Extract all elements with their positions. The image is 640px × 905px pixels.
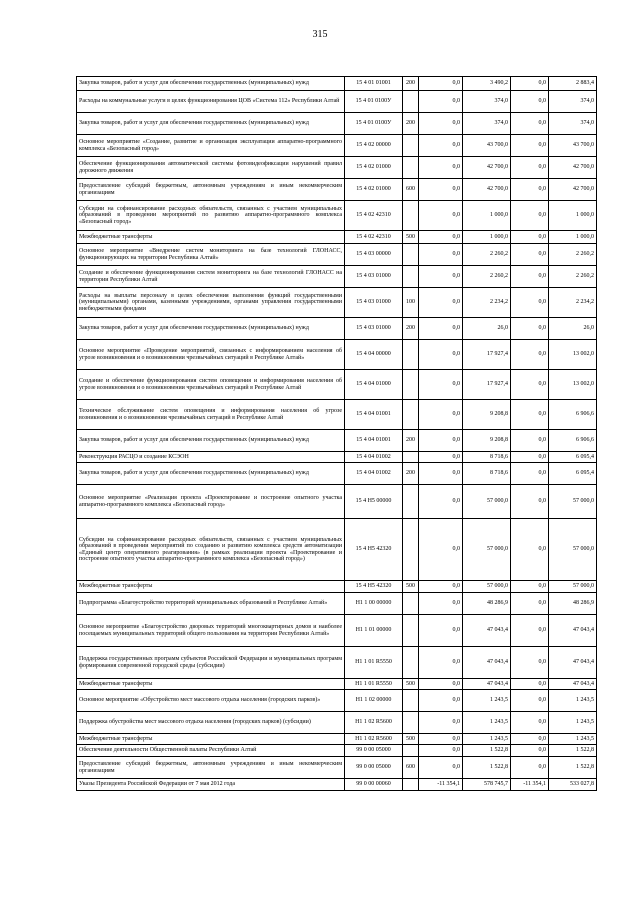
row-value-1: 0,0 bbox=[419, 430, 463, 452]
row-value-1: 0,0 bbox=[419, 157, 463, 179]
row-value-1: 0,0 bbox=[419, 712, 463, 734]
row-value-1: 0,0 bbox=[419, 179, 463, 201]
row-name: Предоставление субсидий бюджетным, автономным учреждениям и иным некоммерческим организациям bbox=[77, 179, 345, 201]
row-value-3: 0,0 bbox=[511, 734, 549, 745]
row-value-4: 43 700,0 bbox=[549, 135, 597, 157]
table-row bbox=[77, 157, 597, 179]
table-row bbox=[77, 581, 597, 593]
row-type bbox=[403, 201, 419, 231]
row-value-1: 0,0 bbox=[419, 370, 463, 400]
row-value-1: 0,0 bbox=[419, 679, 463, 690]
row-value-1: 0,0 bbox=[419, 519, 463, 581]
row-value-3: 0,0 bbox=[511, 157, 549, 179]
row-value-4: 6 906,6 bbox=[549, 430, 597, 452]
table-row bbox=[77, 288, 597, 318]
row-name: Межбюджетные трансферты bbox=[77, 231, 345, 244]
row-value-3: -11 354,1 bbox=[511, 779, 549, 791]
row-value-2: 17 927,4 bbox=[463, 370, 511, 400]
row-code: 15 4 H5 00000 bbox=[345, 485, 403, 519]
row-code: 15 4 01 0100У bbox=[345, 113, 403, 135]
row-value-3: 0,0 bbox=[511, 519, 549, 581]
row-value-2: 57 000,0 bbox=[463, 581, 511, 593]
row-value-1: 0,0 bbox=[419, 113, 463, 135]
table-row bbox=[77, 77, 597, 91]
row-code: 15 4 04 01000 bbox=[345, 370, 403, 400]
row-value-2: 2 234,2 bbox=[463, 288, 511, 318]
row-value-2: 2 260,2 bbox=[463, 244, 511, 266]
row-name: Техническое обслуживание систем оповещения и информирования населения об угрозе возникновения и о возникновении чрезвычайных ситуаций в Республике Алтай bbox=[77, 400, 345, 430]
table-row bbox=[77, 244, 597, 266]
row-name: Поддержка государственных программ субъектов Российской Федерации и муниципальных программ формирования современной городской среды (субсидии) bbox=[77, 647, 345, 679]
row-value-1: 0,0 bbox=[419, 647, 463, 679]
row-type bbox=[403, 485, 419, 519]
row-value-2: 17 927,4 bbox=[463, 340, 511, 370]
row-value-3: 0,0 bbox=[511, 593, 549, 615]
row-code: 15 4 04 01001 bbox=[345, 400, 403, 430]
table-row bbox=[77, 318, 597, 340]
row-name: Создание и обеспечение функционирования систем мониторинга на базе технологий ГЛОНАСС на территории Республики Алтай bbox=[77, 266, 345, 288]
row-type bbox=[403, 712, 419, 734]
table-row bbox=[77, 519, 597, 581]
row-value-4: 42 700,0 bbox=[549, 179, 597, 201]
row-value-3: 0,0 bbox=[511, 745, 549, 757]
row-value-3: 0,0 bbox=[511, 712, 549, 734]
row-value-4: 2 883,4 bbox=[549, 77, 597, 91]
row-value-2: 1 522,8 bbox=[463, 745, 511, 757]
table-row bbox=[77, 745, 597, 757]
row-value-4: 2 260,2 bbox=[549, 266, 597, 288]
table-row bbox=[77, 201, 597, 231]
row-value-4: 533 027,8 bbox=[549, 779, 597, 791]
row-code: H1 1 02 R5600 bbox=[345, 712, 403, 734]
row-value-2: 2 260,2 bbox=[463, 266, 511, 288]
row-type bbox=[403, 690, 419, 712]
row-value-1: 0,0 bbox=[419, 400, 463, 430]
row-value-1: 0,0 bbox=[419, 340, 463, 370]
row-name: Обеспечение функционирования автоматической системы фотовидеофиксации нарушений правил дорожного движения bbox=[77, 157, 345, 179]
row-value-2: 1 522,8 bbox=[463, 757, 511, 779]
row-value-4: 374,0 bbox=[549, 91, 597, 113]
row-value-4: 47 043,4 bbox=[549, 647, 597, 679]
row-code: 15 4 01 01001 bbox=[345, 77, 403, 91]
row-value-1: 0,0 bbox=[419, 231, 463, 244]
row-type: 100 bbox=[403, 288, 419, 318]
row-value-3: 0,0 bbox=[511, 266, 549, 288]
row-value-3: 0,0 bbox=[511, 318, 549, 340]
row-type: 200 bbox=[403, 318, 419, 340]
row-type: 500 bbox=[403, 679, 419, 690]
row-value-3: 0,0 bbox=[511, 77, 549, 91]
table-row bbox=[77, 340, 597, 370]
row-type: 500 bbox=[403, 581, 419, 593]
row-value-4: 6 095,4 bbox=[549, 452, 597, 463]
table-row bbox=[77, 452, 597, 463]
row-value-3: 0,0 bbox=[511, 135, 549, 157]
row-value-3: 0,0 bbox=[511, 679, 549, 690]
row-value-4: 2 234,2 bbox=[549, 288, 597, 318]
table-row bbox=[77, 679, 597, 690]
row-value-2: 9 208,8 bbox=[463, 430, 511, 452]
row-value-3: 0,0 bbox=[511, 581, 549, 593]
row-value-4: 47 043,4 bbox=[549, 615, 597, 647]
row-code: 15 4 02 01000 bbox=[345, 179, 403, 201]
row-name: Основное мероприятие «Создание, развитие и организация эксплуатации аппаратно-программного комплекса «Безопасный город» bbox=[77, 135, 345, 157]
row-value-4: 1 000,0 bbox=[549, 201, 597, 231]
row-value-3: 0,0 bbox=[511, 452, 549, 463]
row-code: 15 4 H5 42320 bbox=[345, 519, 403, 581]
row-value-4: 6 095,4 bbox=[549, 463, 597, 485]
row-code: 15 4 02 42310 bbox=[345, 231, 403, 244]
row-value-3: 0,0 bbox=[511, 463, 549, 485]
row-code: 15 4 03 01000 bbox=[345, 288, 403, 318]
row-value-2: 9 208,8 bbox=[463, 400, 511, 430]
row-code: H1 1 02 00000 bbox=[345, 690, 403, 712]
row-value-1: 0,0 bbox=[419, 745, 463, 757]
table-row bbox=[77, 231, 597, 244]
row-name: Основное мероприятие «Проведение мероприятий, связанных с информированием населения об угрозе возникновения и о возникновении чрезвычайных ситуаций в Республике Алтай» bbox=[77, 340, 345, 370]
row-value-4: 13 002,0 bbox=[549, 370, 597, 400]
row-value-1: 0,0 bbox=[419, 266, 463, 288]
row-value-2: 42 700,0 bbox=[463, 157, 511, 179]
row-type: 500 bbox=[403, 734, 419, 745]
row-type bbox=[403, 157, 419, 179]
row-type bbox=[403, 519, 419, 581]
row-value-3: 0,0 bbox=[511, 400, 549, 430]
row-value-4: 2 260,2 bbox=[549, 244, 597, 266]
row-value-2: 48 286,9 bbox=[463, 593, 511, 615]
row-value-2: 8 718,6 bbox=[463, 463, 511, 485]
row-value-4: 13 002,0 bbox=[549, 340, 597, 370]
row-value-3: 0,0 bbox=[511, 757, 549, 779]
row-name: Закупка товаров, работ и услуг для обеспечения государственных (муниципальных) нужд bbox=[77, 318, 345, 340]
row-value-1: 0,0 bbox=[419, 135, 463, 157]
row-value-1: 0,0 bbox=[419, 91, 463, 113]
budget-table bbox=[76, 76, 597, 791]
row-value-2: 578 745,7 bbox=[463, 779, 511, 791]
row-name: Основное мероприятие «Реализация проекта «Проектирование и построение опытного участка аппаратно-программного комплекса «Безопасный город» bbox=[77, 485, 345, 519]
row-value-4: 6 906,6 bbox=[549, 400, 597, 430]
row-type bbox=[403, 647, 419, 679]
row-type: 200 bbox=[403, 113, 419, 135]
table-row bbox=[77, 400, 597, 430]
row-value-1: 0,0 bbox=[419, 201, 463, 231]
row-name: Закупка товаров, работ и услуг для обеспечения государственных (муниципальных) нужд bbox=[77, 463, 345, 485]
row-value-2: 374,0 bbox=[463, 91, 511, 113]
row-value-2: 374,0 bbox=[463, 113, 511, 135]
row-value-3: 0,0 bbox=[511, 244, 549, 266]
row-code: 15 4 02 00000 bbox=[345, 135, 403, 157]
row-type: 600 bbox=[403, 179, 419, 201]
row-value-3: 0,0 bbox=[511, 113, 549, 135]
row-name: Создание и обеспечение функционирования систем оповещения и информирования населения об угрозе возникновения и о возникновении чрезвычайных ситуаций в Республике Алтай bbox=[77, 370, 345, 400]
row-value-4: 47 043,4 bbox=[549, 679, 597, 690]
row-value-2: 1 243,5 bbox=[463, 734, 511, 745]
row-value-1: 0,0 bbox=[419, 593, 463, 615]
row-code: 15 4 H5 42320 bbox=[345, 581, 403, 593]
row-type: 200 bbox=[403, 430, 419, 452]
row-name: Закупка товаров, работ и услуг для обеспечения государственных (муниципальных) нужд bbox=[77, 113, 345, 135]
row-value-4: 57 000,0 bbox=[549, 581, 597, 593]
row-value-2: 8 718,6 bbox=[463, 452, 511, 463]
row-code: 15 4 03 01000 bbox=[345, 266, 403, 288]
row-name: Предоставление субсидий бюджетным, автономным учреждениям и иным некоммерческим организациям bbox=[77, 757, 345, 779]
row-type bbox=[403, 452, 419, 463]
row-value-4: 1 243,5 bbox=[549, 712, 597, 734]
table-row bbox=[77, 690, 597, 712]
row-value-2: 1 243,5 bbox=[463, 690, 511, 712]
row-name: Поддержка обустройства мест массового отдыха населения (городских парков) (субсидии) bbox=[77, 712, 345, 734]
row-value-3: 0,0 bbox=[511, 647, 549, 679]
row-value-1: 0,0 bbox=[419, 288, 463, 318]
row-value-1: 0,0 bbox=[419, 581, 463, 593]
row-code: 15 4 04 01002 bbox=[345, 463, 403, 485]
row-name: Закупка товаров, работ и услуг для обеспечения государственных (муниципальных) нужд bbox=[77, 430, 345, 452]
table-row bbox=[77, 113, 597, 135]
row-name: Основное мероприятие «Обустройство мест массового отдыха населения (городских парков)» bbox=[77, 690, 345, 712]
row-code: 15 4 02 42310 bbox=[345, 201, 403, 231]
row-code: 15 4 04 01002 bbox=[345, 452, 403, 463]
row-code: 15 4 01 0100У bbox=[345, 91, 403, 113]
row-type bbox=[403, 400, 419, 430]
row-name: Межбюджетные трансферты bbox=[77, 734, 345, 745]
row-value-4: 57 000,0 bbox=[549, 485, 597, 519]
row-value-4: 48 286,9 bbox=[549, 593, 597, 615]
row-value-4: 1 522,8 bbox=[549, 757, 597, 779]
row-value-1: 0,0 bbox=[419, 485, 463, 519]
row-value-2: 47 043,4 bbox=[463, 679, 511, 690]
row-value-2: 57 000,0 bbox=[463, 485, 511, 519]
table-row bbox=[77, 485, 597, 519]
table-row bbox=[77, 135, 597, 157]
row-value-1: 0,0 bbox=[419, 757, 463, 779]
row-code: 99 0 00 05000 bbox=[345, 745, 403, 757]
row-name: Реконструкция РАСЦО и создание КСЭОН bbox=[77, 452, 345, 463]
row-type bbox=[403, 745, 419, 757]
row-value-2: 43 700,0 bbox=[463, 135, 511, 157]
row-name: Межбюджетные трансферты bbox=[77, 679, 345, 690]
row-value-3: 0,0 bbox=[511, 201, 549, 231]
table-row bbox=[77, 615, 597, 647]
row-value-4: 57 000,0 bbox=[549, 519, 597, 581]
row-name: Субсидии на софинансирование расходных обязательств, связанных с участием муниципальных образований в проведении мероприятий по развитию аппаратно-программного комплекса «Безопасный город» bbox=[77, 201, 345, 231]
row-value-2: 42 700,0 bbox=[463, 179, 511, 201]
row-value-4: 1 000,0 bbox=[549, 231, 597, 244]
row-code: 15 4 04 00000 bbox=[345, 340, 403, 370]
row-value-2: 1 000,0 bbox=[463, 231, 511, 244]
row-name: Указы Президента Российской Федерации от 7 мая 2012 года bbox=[77, 779, 345, 791]
row-code: 99 0 00 00060 bbox=[345, 779, 403, 791]
row-value-1: -11 354,1 bbox=[419, 779, 463, 791]
row-type: 500 bbox=[403, 231, 419, 244]
row-value-2: 26,0 bbox=[463, 318, 511, 340]
row-type bbox=[403, 593, 419, 615]
row-code: 99 0 00 05000 bbox=[345, 757, 403, 779]
row-name: Закупка товаров, работ и услуг для обеспечения государственных (муниципальных) нужд bbox=[77, 77, 345, 91]
row-value-2: 1 000,0 bbox=[463, 201, 511, 231]
table-row bbox=[77, 266, 597, 288]
row-value-1: 0,0 bbox=[419, 463, 463, 485]
row-name: Обеспечение деятельности Общественной палаты Республики Алтай bbox=[77, 745, 345, 757]
row-value-2: 47 043,4 bbox=[463, 647, 511, 679]
row-name: Межбюджетные трансферты bbox=[77, 581, 345, 593]
row-value-2: 47 043,4 bbox=[463, 615, 511, 647]
row-value-4: 1 522,8 bbox=[549, 745, 597, 757]
row-value-3: 0,0 bbox=[511, 430, 549, 452]
row-type bbox=[403, 340, 419, 370]
table-row bbox=[77, 179, 597, 201]
row-code: H1 1 02 R5600 bbox=[345, 734, 403, 745]
row-type bbox=[403, 615, 419, 647]
row-name: Расходы на выплаты персоналу в целях обеспечения выполнения функций государственными (муниципальными) органами, казенными учреждениями, органами управления государственными внебюджетными фондами bbox=[77, 288, 345, 318]
row-name: Основное мероприятие «Внедрение систем мониторинга на базе технологий ГЛОНАСС, функционирующих на территории Республика Алтай» bbox=[77, 244, 345, 266]
table-row bbox=[77, 91, 597, 113]
row-code: 15 4 02 01000 bbox=[345, 157, 403, 179]
row-type: 200 bbox=[403, 463, 419, 485]
row-value-1: 0,0 bbox=[419, 318, 463, 340]
row-type bbox=[403, 91, 419, 113]
row-value-1: 0,0 bbox=[419, 452, 463, 463]
row-type bbox=[403, 244, 419, 266]
page-number: 315 bbox=[312, 29, 328, 40]
row-value-3: 0,0 bbox=[511, 179, 549, 201]
row-value-2: 3 490,2 bbox=[463, 77, 511, 91]
row-value-2: 1 243,5 bbox=[463, 712, 511, 734]
row-code: H1 1 01 00000 bbox=[345, 615, 403, 647]
row-type bbox=[403, 135, 419, 157]
row-name: Субсидии на софинансирование расходных обязательств, связанных с участием муниципальных образований в проведении мероприятий по созданию и развитию комплекса средств автоматизации «Единый центр оперативного реагирования» (в рамках реализации проекта «Проектирование и построение опытного участка аппаратно-программного комплекса «Безопасный город») bbox=[77, 519, 345, 581]
table-row bbox=[77, 370, 597, 400]
row-value-3: 0,0 bbox=[511, 690, 549, 712]
table-body bbox=[77, 77, 597, 791]
row-value-3: 0,0 bbox=[511, 485, 549, 519]
row-value-4: 26,0 bbox=[549, 318, 597, 340]
row-value-1: 0,0 bbox=[419, 244, 463, 266]
table-row bbox=[77, 779, 597, 791]
row-code: 15 4 04 01001 bbox=[345, 430, 403, 452]
row-value-3: 0,0 bbox=[511, 288, 549, 318]
row-value-3: 0,0 bbox=[511, 615, 549, 647]
table-row bbox=[77, 734, 597, 745]
row-value-1: 0,0 bbox=[419, 690, 463, 712]
row-value-1: 0,0 bbox=[419, 734, 463, 745]
table-row bbox=[77, 593, 597, 615]
row-type: 200 bbox=[403, 77, 419, 91]
row-code: 15 4 03 00000 bbox=[345, 244, 403, 266]
row-code: H1 1 01 R5550 bbox=[345, 647, 403, 679]
row-code: H1 1 00 00000 bbox=[345, 593, 403, 615]
row-type bbox=[403, 266, 419, 288]
table-row bbox=[77, 647, 597, 679]
row-value-1: 0,0 bbox=[419, 77, 463, 91]
row-value-3: 0,0 bbox=[511, 370, 549, 400]
row-code: 15 4 03 01000 bbox=[345, 318, 403, 340]
row-value-2: 57 000,0 bbox=[463, 519, 511, 581]
table-row bbox=[77, 430, 597, 452]
row-value-3: 0,0 bbox=[511, 91, 549, 113]
row-value-4: 374,0 bbox=[549, 113, 597, 135]
row-type bbox=[403, 779, 419, 791]
row-name: Основное мероприятие «Благоустройство дворовых территорий многоквартирных домов и наиболее посещаемых муниципальных территорий общего пользования на территории Республики Алтай» bbox=[77, 615, 345, 647]
row-name: Расходы на коммунальные услуги в целях функционирования ЦОВ «Система 112» Республики Алтай bbox=[77, 91, 345, 113]
row-value-3: 0,0 bbox=[511, 231, 549, 244]
table-row bbox=[77, 463, 597, 485]
row-value-4: 1 243,5 bbox=[549, 734, 597, 745]
table-row bbox=[77, 712, 597, 734]
row-code: H1 1 01 R5550 bbox=[345, 679, 403, 690]
table-row bbox=[77, 757, 597, 779]
row-value-4: 1 243,5 bbox=[549, 690, 597, 712]
row-value-1: 0,0 bbox=[419, 615, 463, 647]
row-value-4: 42 700,0 bbox=[549, 157, 597, 179]
row-value-3: 0,0 bbox=[511, 340, 549, 370]
row-type bbox=[403, 370, 419, 400]
row-type: 600 bbox=[403, 757, 419, 779]
row-name: Подпрограмма «Благоустройство территорий муниципальных образований в Республике Алтай» bbox=[77, 593, 345, 615]
